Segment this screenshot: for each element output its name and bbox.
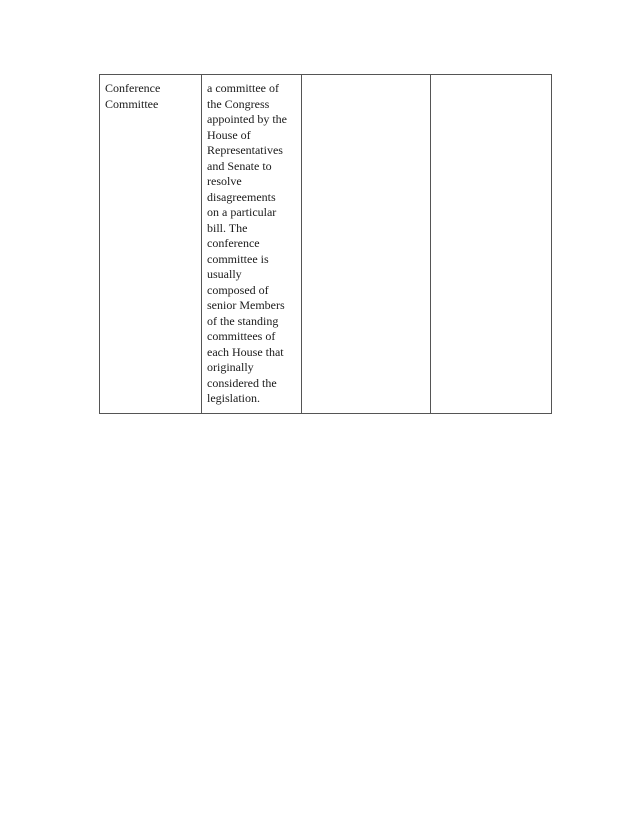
term-cell — [100, 75, 202, 414]
empty-cell-4 — [431, 75, 552, 414]
vocabulary-table — [99, 74, 552, 414]
definition-text: a committee of the Congress appointed by the House of Representatives and Senate to resolve disagreements on a particular bill. The conference committee is usually composed of senior Members of the standing committees of each House that originally considered the legislation. — [207, 81, 287, 405]
table-row — [100, 75, 552, 414]
term-text: Conference Committee — [105, 81, 161, 111]
empty-cell-3 — [302, 75, 431, 414]
definition-cell — [202, 75, 302, 414]
